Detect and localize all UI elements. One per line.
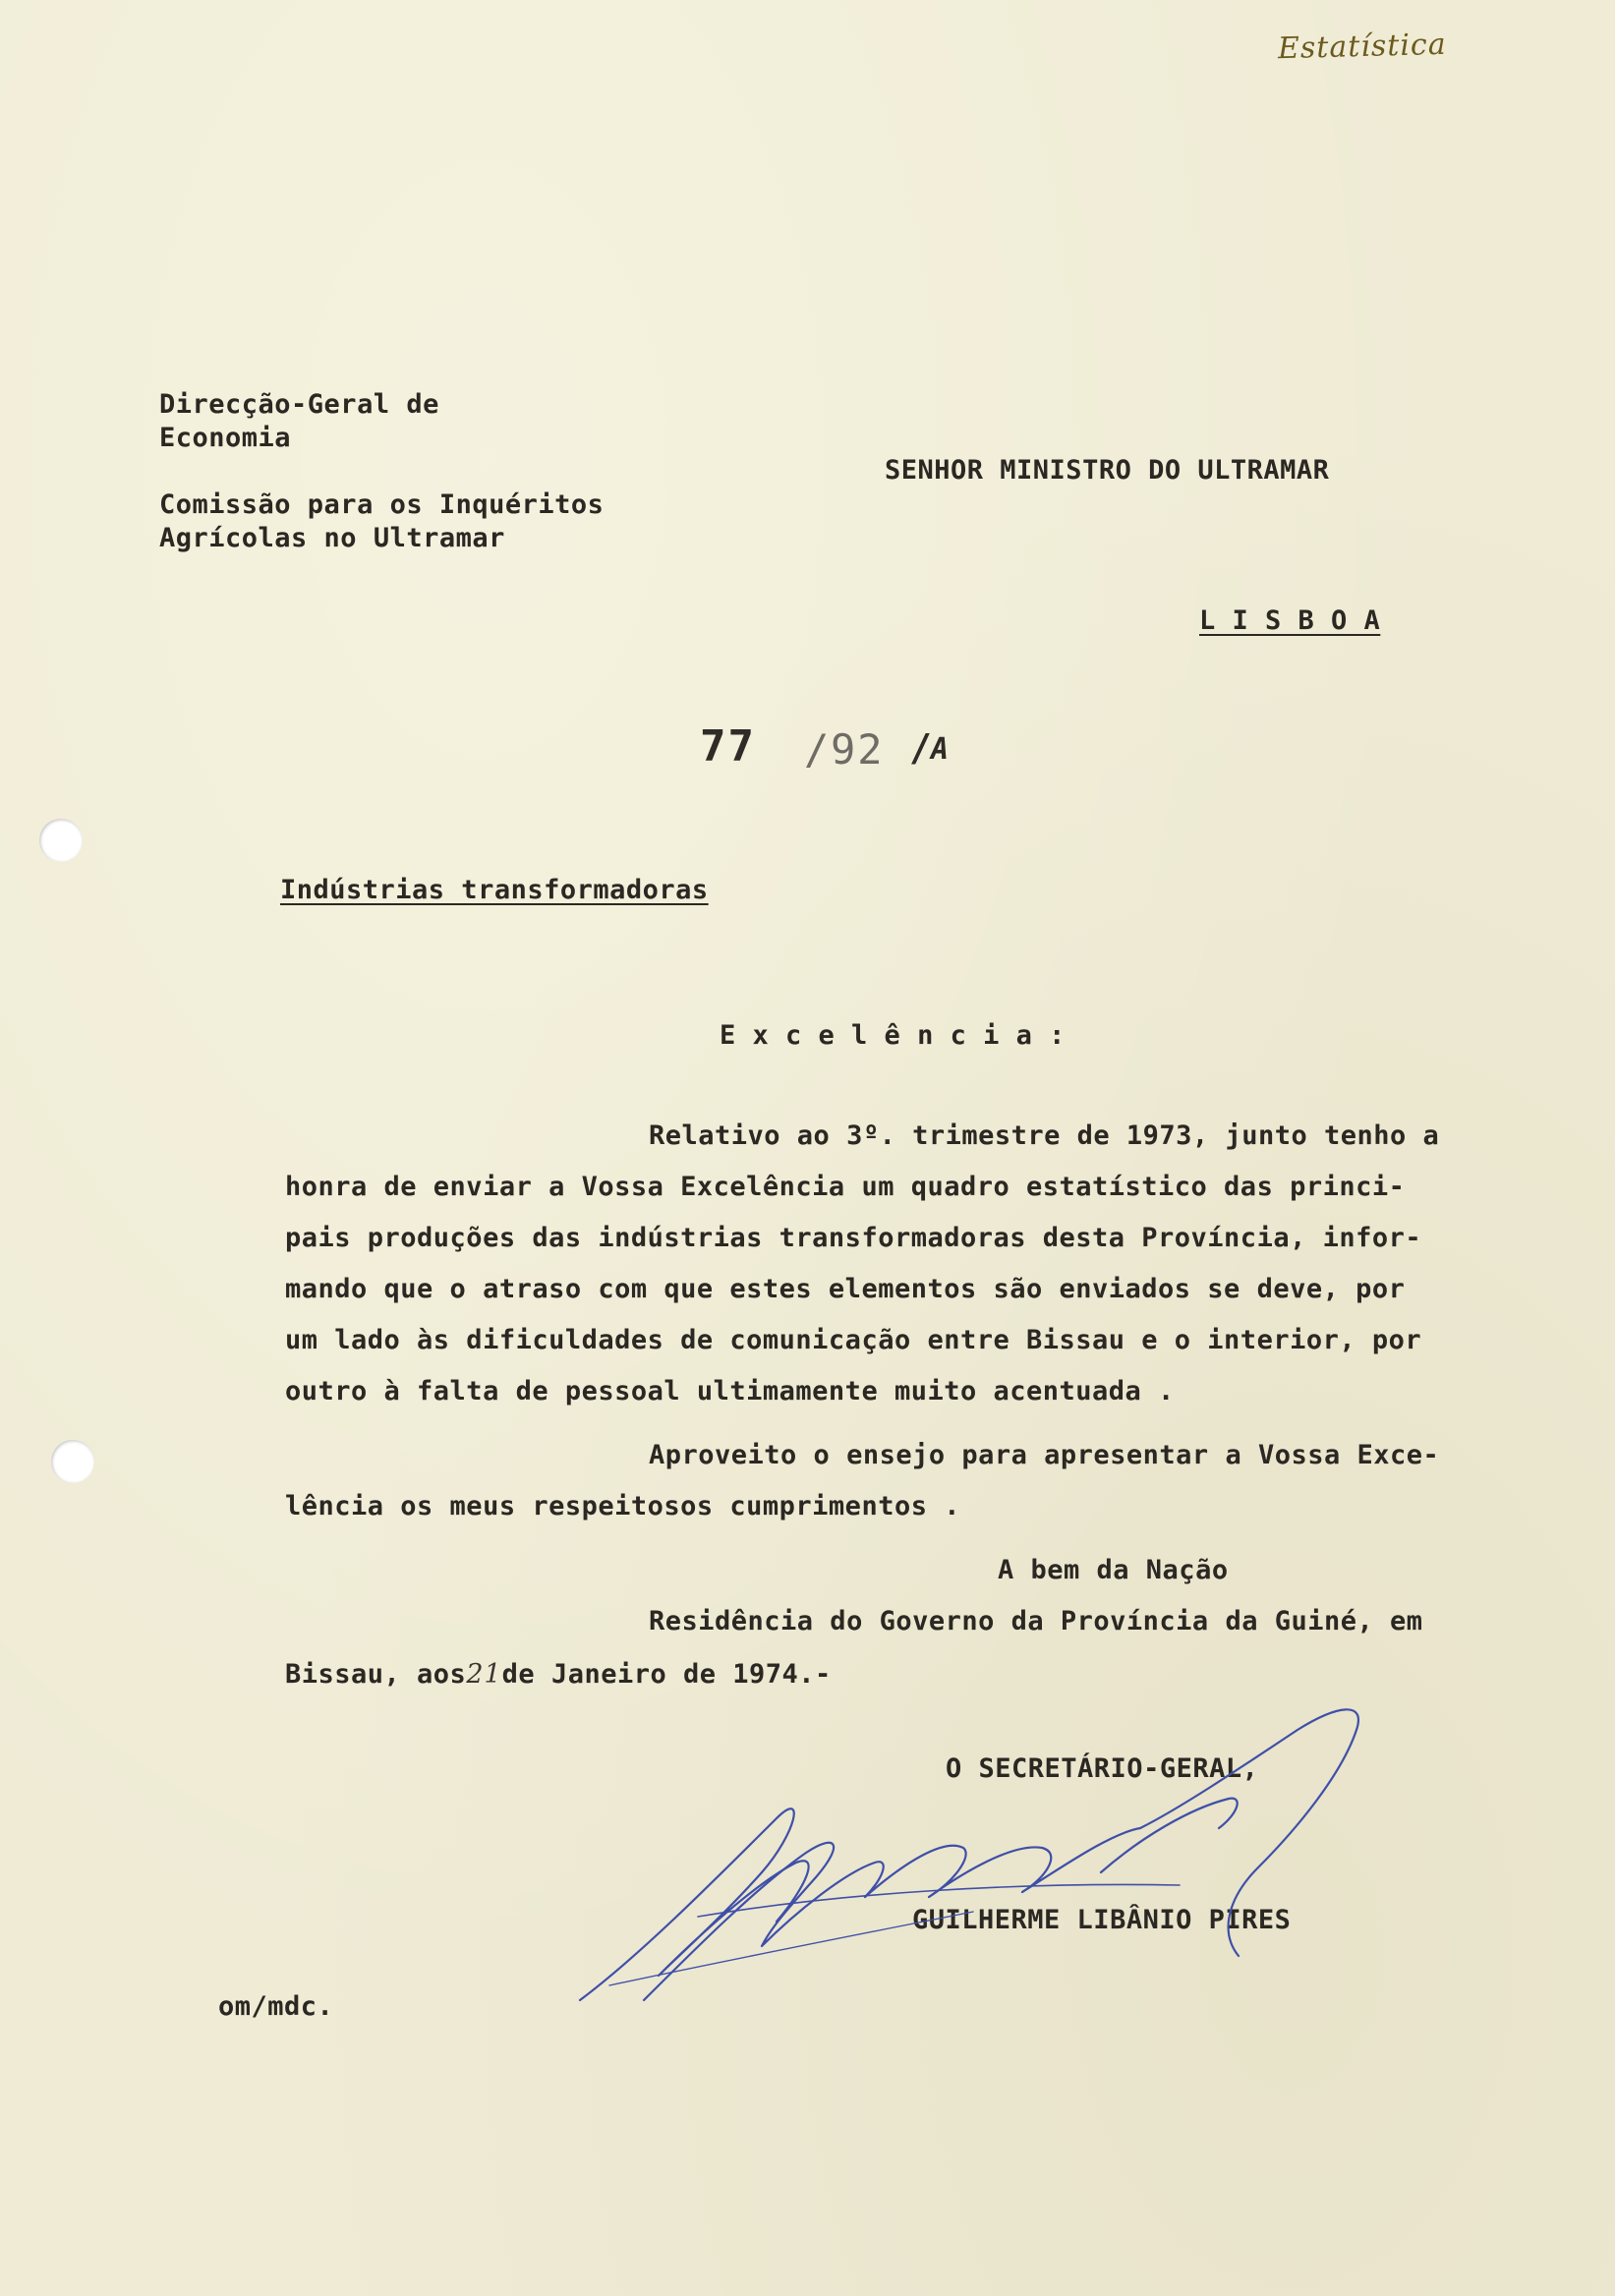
handwritten-annotation: Estatística — [1277, 27, 1448, 67]
body-line: pais produções das indústrias transformadoras desta Província, infor- — [285, 1223, 1422, 1253]
subject-line: Indústrias transformadoras — [280, 875, 709, 905]
reference-code: 92 — [831, 725, 885, 774]
body-line: honra de enviar a Vossa Excelência um quadro estatístico das princi- — [285, 1172, 1406, 1202]
handwritten-signature — [550, 1661, 1435, 2035]
body-line: mando que o atraso com que estes elementos são enviados se deve, por — [285, 1274, 1406, 1304]
body-line: Aproveito o ensejo para apresentar a Vossa Exce- — [649, 1440, 1440, 1470]
recipient-title: SENHOR MINISTRO DO ULTRAMAR — [885, 455, 1330, 486]
closing-motto: A bem da Nação — [998, 1555, 1229, 1585]
sender-line-1: Direcção-Geral de — [159, 389, 439, 420]
salutation: E x c e l ê n c i a : — [720, 1020, 1066, 1051]
recipient-city: L I S B O A — [1199, 605, 1381, 636]
signatory-name: GUILHERME LIBÂNIO PIRES — [912, 1905, 1292, 1935]
typist-initials: om/mdc. — [218, 1991, 334, 2022]
closing-place-text-b: de Janeiro de 1974.- — [501, 1659, 832, 1690]
closing-place-text-a: Bissau, aos — [285, 1659, 467, 1690]
sender-line-2: Economia — [159, 423, 292, 453]
signature-stroke — [609, 1912, 973, 1985]
signature-stroke — [580, 1808, 809, 2000]
reference-separator-2: / — [909, 726, 934, 770]
signature-stroke — [1101, 1799, 1238, 1872]
body-line: outro à falta de pessoal ultimamente muito acentuada . — [285, 1376, 1175, 1406]
reference-main-number: 77 — [700, 721, 756, 772]
punch-hole-bottom — [51, 1440, 94, 1483]
body-line: lência os meus respeitosos cumprimentos . — [285, 1491, 960, 1521]
closing-place-line-1: Residência do Governo da Província da Guiné, em — [649, 1606, 1423, 1636]
closing-day-handwritten: 21 — [466, 1659, 502, 1690]
sender-line-4: Agrícolas no Ultramar — [159, 523, 505, 553]
body-line: Relativo ao 3º. trimestre de 1973, junto tenho a — [649, 1120, 1440, 1151]
body-line: um lado às dificuldades de comunicação entre Bissau e o interior, por — [285, 1325, 1422, 1355]
sender-line-3: Comissão para os Inquéritos — [159, 489, 605, 520]
reference-suffix: A — [931, 732, 952, 767]
reference-separator-1: / — [804, 725, 832, 774]
signature-stroke — [644, 1843, 884, 2000]
punch-hole-top — [39, 819, 83, 862]
signature-stroke — [1140, 1709, 1358, 1956]
signatory-role: O SECRETÁRIO-GERAL, — [946, 1753, 1259, 1784]
